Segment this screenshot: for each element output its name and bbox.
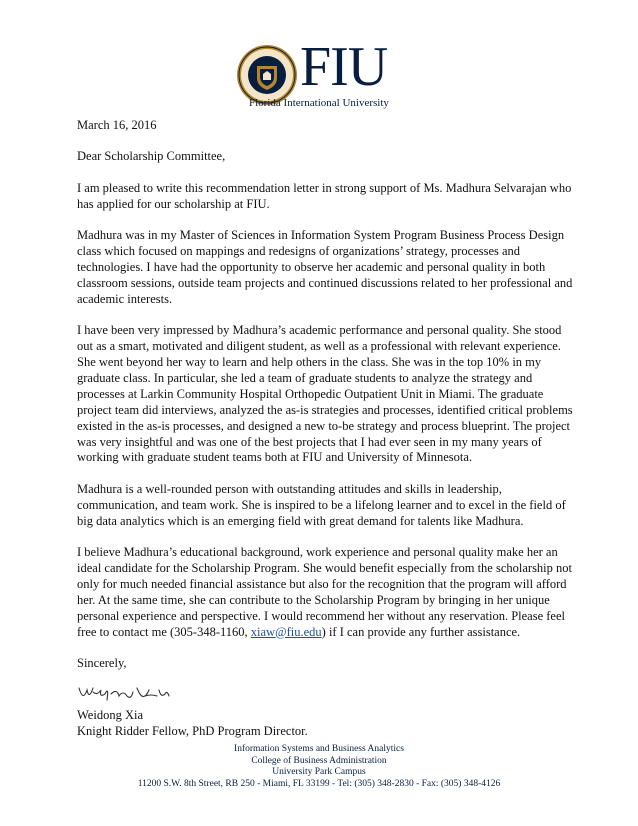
footer-college: College of Business Administration xyxy=(251,755,387,766)
signer-title: Knight Ridder Fellow, PhD Program Director. xyxy=(77,723,308,738)
paragraph-5-text-start: I believe Madhura’s educational background, work experience and personal quality make her an ideal candidate for the Scholarship Program. She would benefit especially from the scholarship not only for much needed financial assistance but also for the recognition that the program will afford her. At the same time, she can contribute to the Scholarship Program by bringing in her unique personal experience and perspective. I would recommend her without any reservation. Please feel free to contact me (305-348-1160, xyxy=(77,545,573,639)
signature xyxy=(77,678,177,708)
paragraph-1: I am pleased to write this recommendation letter in strong support of Ms. Madhura Selvarajan who has applied for our scholarship at FIU. xyxy=(77,180,572,211)
signer-name: Weidong Xia xyxy=(77,707,143,722)
fiu-logo-text: FIU xyxy=(300,36,388,98)
footer-department: Information Systems and Business Analytics xyxy=(234,744,404,754)
letter-body xyxy=(77,118,577,740)
paragraph-2: Madhura was in my Master of Sciences in Information System Program Business Process Design class which focused on mappings and redesigns of organizations’ strategy, processes and technologies. I have had the opportunity to observe her academic and personal quality in both classroom sessions, outside team projects and continued discussions related to her professional and academic interests. xyxy=(77,228,573,306)
paragraph-5-text-end: ) if I can provide any further assistance. xyxy=(321,624,521,639)
email-link[interactable]: xiaw@fiu.edu xyxy=(250,624,322,639)
university-name: Florida International University xyxy=(249,97,389,109)
footer-campus: University Park Campus xyxy=(272,767,366,778)
letterhead xyxy=(0,38,638,112)
paragraph-5 xyxy=(77,545,577,640)
closing-block xyxy=(77,656,577,740)
letter-footer xyxy=(0,744,638,790)
paragraph-4: Madhura is a well-rounded person with outstanding attitudes and skills in leadership, communication, and team work. She is inspired to be a lifelong learner and to excel in the field of big data analytics which is an emerging field with great demand for talents like Madhura. xyxy=(77,481,566,528)
footer-address: 11200 S.W. 8th Street, RB 250 - Miami, FL 33199 - Tel: (305) 348-2830 - Fax: (305) 348-4126 xyxy=(137,778,501,789)
letter-date: March 16, 2016 xyxy=(77,118,157,132)
paragraph-3: I have been very impressed by Madhura’s academic performance and personal quality. She stood out as a smart, motivated and diligent student, as well as a professional with relevant experience. She went beyond her way to learn and help others in the class. She was in the top 10% in my graduate class. In particular, she led a team of graduate students to analyze the strategy and processes at Larkin Community Hospital Orthopedic Outpatient Unit in Miami. The graduate project team did interviews, analyzed the as-is strategies and processes, identified critical problems existed in the as-is processes, and designed a new to-be strategy and process blueprint. The project was very insightful and was one of the best projects that I had ever seen in my many years of working with graduate student teams both at FIU and University of Minnesota. xyxy=(77,323,573,465)
salutation: Dear Scholarship Committee, xyxy=(77,149,226,164)
closing: Sincerely, xyxy=(77,655,127,670)
